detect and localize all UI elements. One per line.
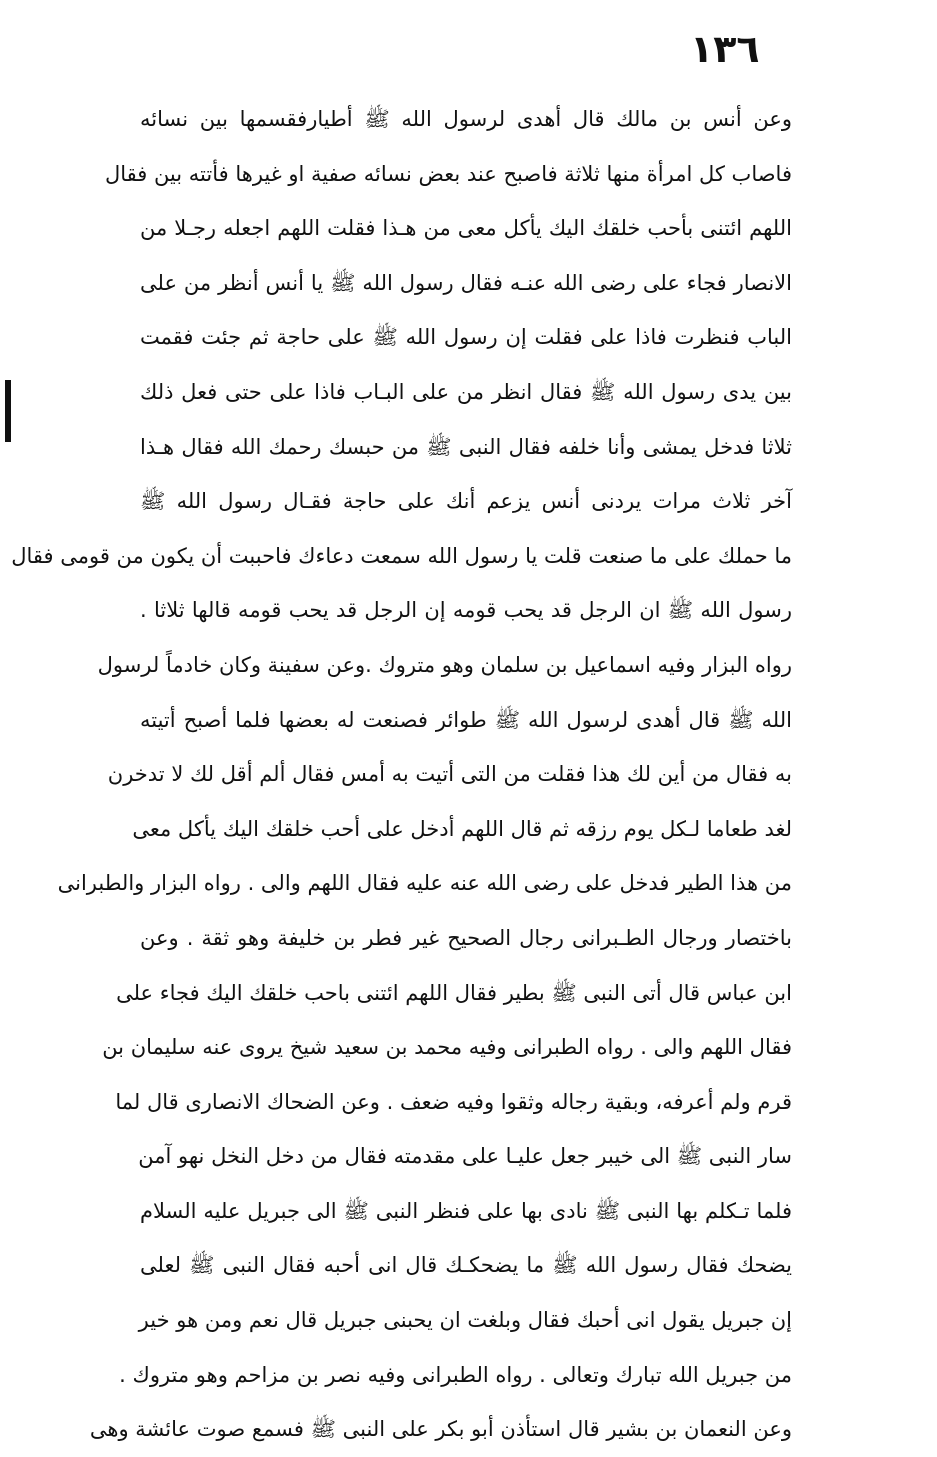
text-line-20: سار النبى ﷺ الى خيبر جعل عليـا على مقدمته فقال من دخل النخل نهو آمن bbox=[138, 1144, 792, 1169]
text-line-13: به فقال من أين لك هذا فقلت من التى أتيت به أمس فقال ألم أقل لك لا تدخرن bbox=[107, 762, 792, 787]
text-line-5: الباب فنظرت فاذا على فقلت إن رسول الله ﷺ على حاجة ثم جئت فقمت bbox=[140, 325, 792, 350]
text-line-12: الله ﷺ قال أهدى لرسول الله ﷺ طوائر فصنعت له بعضها فلما أصبح أتيته bbox=[140, 707, 792, 732]
text-line-11: رواه البزار وفيه اسماعيل بن سلمان وهو متروك .وعن سفينة وكان خادماً لرسول bbox=[97, 652, 792, 677]
text-line-25: وعن النعمان بن بشير قال استأذن أبو بكر على النبى ﷺ فسمع صوت عائشة وهى bbox=[89, 1417, 792, 1442]
margin-mark bbox=[5, 380, 11, 442]
text-line-9: ما حملك على ما صنعت قلت يا رسول الله سمعت دعاءك فاحببت أن يكون من قومى فقال bbox=[11, 543, 792, 568]
body-text bbox=[11, 92, 792, 1457]
text-line-6: بين يدى رسول الله ﷺ فقال انظر من على البـاب فاذا على حتى فعل ذلك bbox=[140, 379, 792, 404]
text-line-8: آخر ثلاث مرات يردنى أنس يزعم أنك على حاجة فقـال رسول الله ﷺ bbox=[140, 489, 792, 514]
text-line-3: اللهم ائتنى بأحب خلقك اليك يأكل معى من هـذا فقلت اللهم اجعله رجـلا من bbox=[140, 216, 792, 241]
text-line-15: من هذا الطير فدخل على رضى الله عنه عليه فقال اللهم والى . رواه البزار والطبرانى bbox=[57, 871, 792, 896]
text-line-7: ثلاثا فدخل يمشى وأنا خلفه فقال النبى ﷺ من حبسك رحمك الله فقال هـذا bbox=[140, 434, 792, 459]
text-line-10: رسول الله ﷺ ان الرجل قد يحب قومه إن الرجل قد يحب قومه قالها ثلاثا . bbox=[140, 598, 792, 623]
text-line-16: باختصار ورجال الطـبرانى رجال الصحيح غير فطر بن خليفة وهو ثقة . وعن bbox=[140, 925, 792, 950]
page-number: ١٣٦ bbox=[690, 27, 760, 71]
text-line-18: فقال اللهم والى . رواه الطبرانى وفيه محمد بن سعيد شيخ يروى عنه سليمان بن bbox=[102, 1035, 792, 1060]
text-line-21: فلما تـكلم بها النبى ﷺ نادى بها على فنظر النبى ﷺ الى جبريل عليه السلام bbox=[140, 1198, 792, 1223]
text-line-1: وعن أنس بن مالك قال أهدى لرسول الله ﷺ أطيارفقسمها بين نسائه bbox=[140, 107, 792, 131]
text-line-17: ابن عباس قال أتى النبى ﷺ بطير فقال اللهم ائتنى باحب خلقك اليك فجاء على bbox=[116, 980, 792, 1005]
text-line-14: لغد طعاما لـكل يوم رزقه ثم قال اللهم أدخل على أحب خلقك اليك يأكل معى bbox=[132, 816, 792, 841]
text-line-2: فاصاب كل امرأة منها ثلاثة فاصبح عند بعض نسائه صفية او غيرها فأتته بين فقال bbox=[104, 161, 792, 186]
text-line-19: قرم ولم أعرفه، وبقية رجاله وثقوا وفيه ضعف . وعن الضحاك الانصارى قال لما bbox=[115, 1089, 792, 1114]
text-line-23: إن جبريل يقول انى أحبك فقال وبلغت ان يحبنى جبريل قال نعم ومن هو خير bbox=[138, 1308, 792, 1333]
text-line-4: الانصار فجاء على رضى الله عنـه فقال رسول الله ﷺ يا أنس أنظر من على bbox=[140, 270, 792, 295]
text-line-22: يضحك فقال رسول الله ﷺ ما يضحكـك قال انى أحبه فقال النبى ﷺ لعلى bbox=[140, 1253, 792, 1278]
text-line-24: من جبريل الله تبارك وتعالى . رواه الطبرانى وفيه نصر بن مزاحم وهو متروك . bbox=[119, 1362, 792, 1387]
